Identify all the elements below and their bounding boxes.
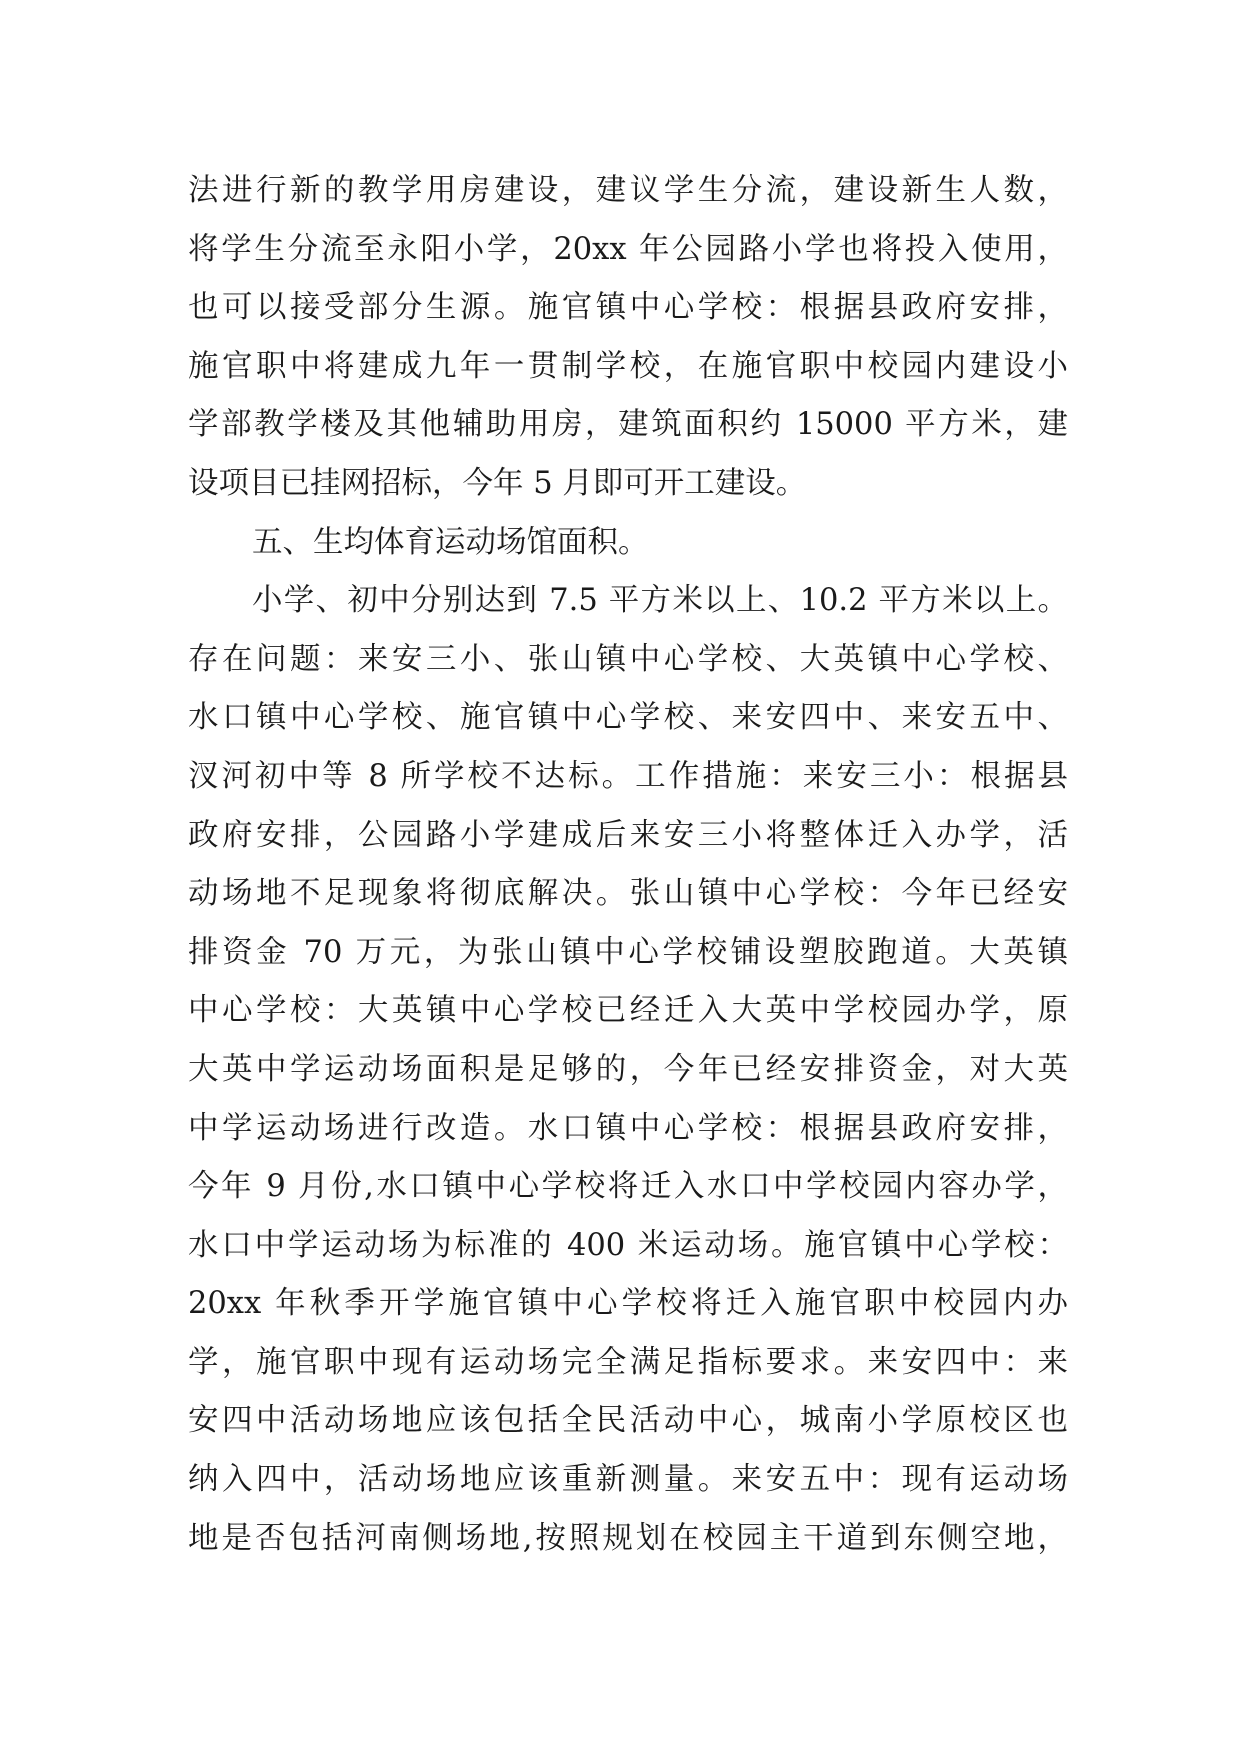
paragraph-continued <box>188 162 1068 514</box>
text-line: 地是否包括河南侧场地,按照规划在校园主干道到东侧空地， <box>188 1520 1068 1556</box>
text-line: 存在问题：来安三小、张山镇中心学校、大英镇中心学校、 <box>188 641 1068 677</box>
text-line: 学，施官职中现有运动场完全满足指标要求。来安四中：来 <box>188 1344 1068 1380</box>
text-line: 政府安排，公园路小学建成后来安三小将整体迁入办学，活 <box>188 817 1068 853</box>
text-line: 将学生分流至永阳小学，20xx 年公园路小学也将投入使用， <box>188 231 1068 267</box>
document-body <box>188 162 1068 1568</box>
text-line: 学部教学楼及其他辅助用房，建筑面积约 15000 平方米，建 <box>188 407 1068 443</box>
text-line: 汊河初中等 8 所学校不达标。工作措施：来安三小：根据县 <box>188 758 1068 794</box>
text-line: 排资金 70 万元，为张山镇中心学校铺设塑胶跑道。大英镇 <box>188 934 1068 970</box>
text-line: 今年 9 月份,水口镇中心学校将迁入水口中学校园内容办学， <box>188 1169 1068 1205</box>
text-line: 中心学校：大英镇中心学校已经迁入大英中学校园办学，原 <box>188 993 1068 1029</box>
text-line: 水口镇中心学校、施官镇中心学校、来安四中、来安五中、 <box>188 700 1068 736</box>
section-heading: 五、生均体育运动场馆面积。 <box>252 524 649 560</box>
text-line: 小学、初中分别达到 7.5 平方米以上、10.2 平方米以上。 <box>252 583 1068 619</box>
text-line: 安四中活动场地应该包括全民活动中心，城南小学原校区也 <box>188 1403 1068 1439</box>
text-line: 大英中学运动场面积是足够的，今年已经安排资金，对大英 <box>188 1051 1068 1087</box>
paragraph-sports-area <box>188 572 1068 1568</box>
text-line: 中学运动场进行改造。水口镇中心学校：根据县政府安排， <box>188 1110 1068 1146</box>
text-line: 法进行新的教学用房建设，建议学生分流，建设新生人数， <box>188 173 1068 208</box>
text-line: 施官职中将建成九年一贯制学校，在施官职中校园内建设小 <box>188 348 1068 384</box>
text-line: 也可以接受部分生源。施官镇中心学校：根据县政府安排， <box>188 290 1068 326</box>
text-line: 设项目已挂网招标，今年 5 月即可开工建设。 <box>188 465 807 501</box>
text-line: 纳入四中，活动场地应该重新测量。来安五中：现有运动场 <box>188 1462 1068 1498</box>
text-line: 20xx 年秋季开学施官镇中心学校将迁入施官职中校园内办 <box>188 1286 1068 1322</box>
text-line: 动场地不足现象将彻底解决。张山镇中心学校：今年已经安 <box>188 876 1068 912</box>
text-line: 水口中学运动场为标准的 400 米运动场。施官镇中心学校： <box>188 1227 1068 1263</box>
